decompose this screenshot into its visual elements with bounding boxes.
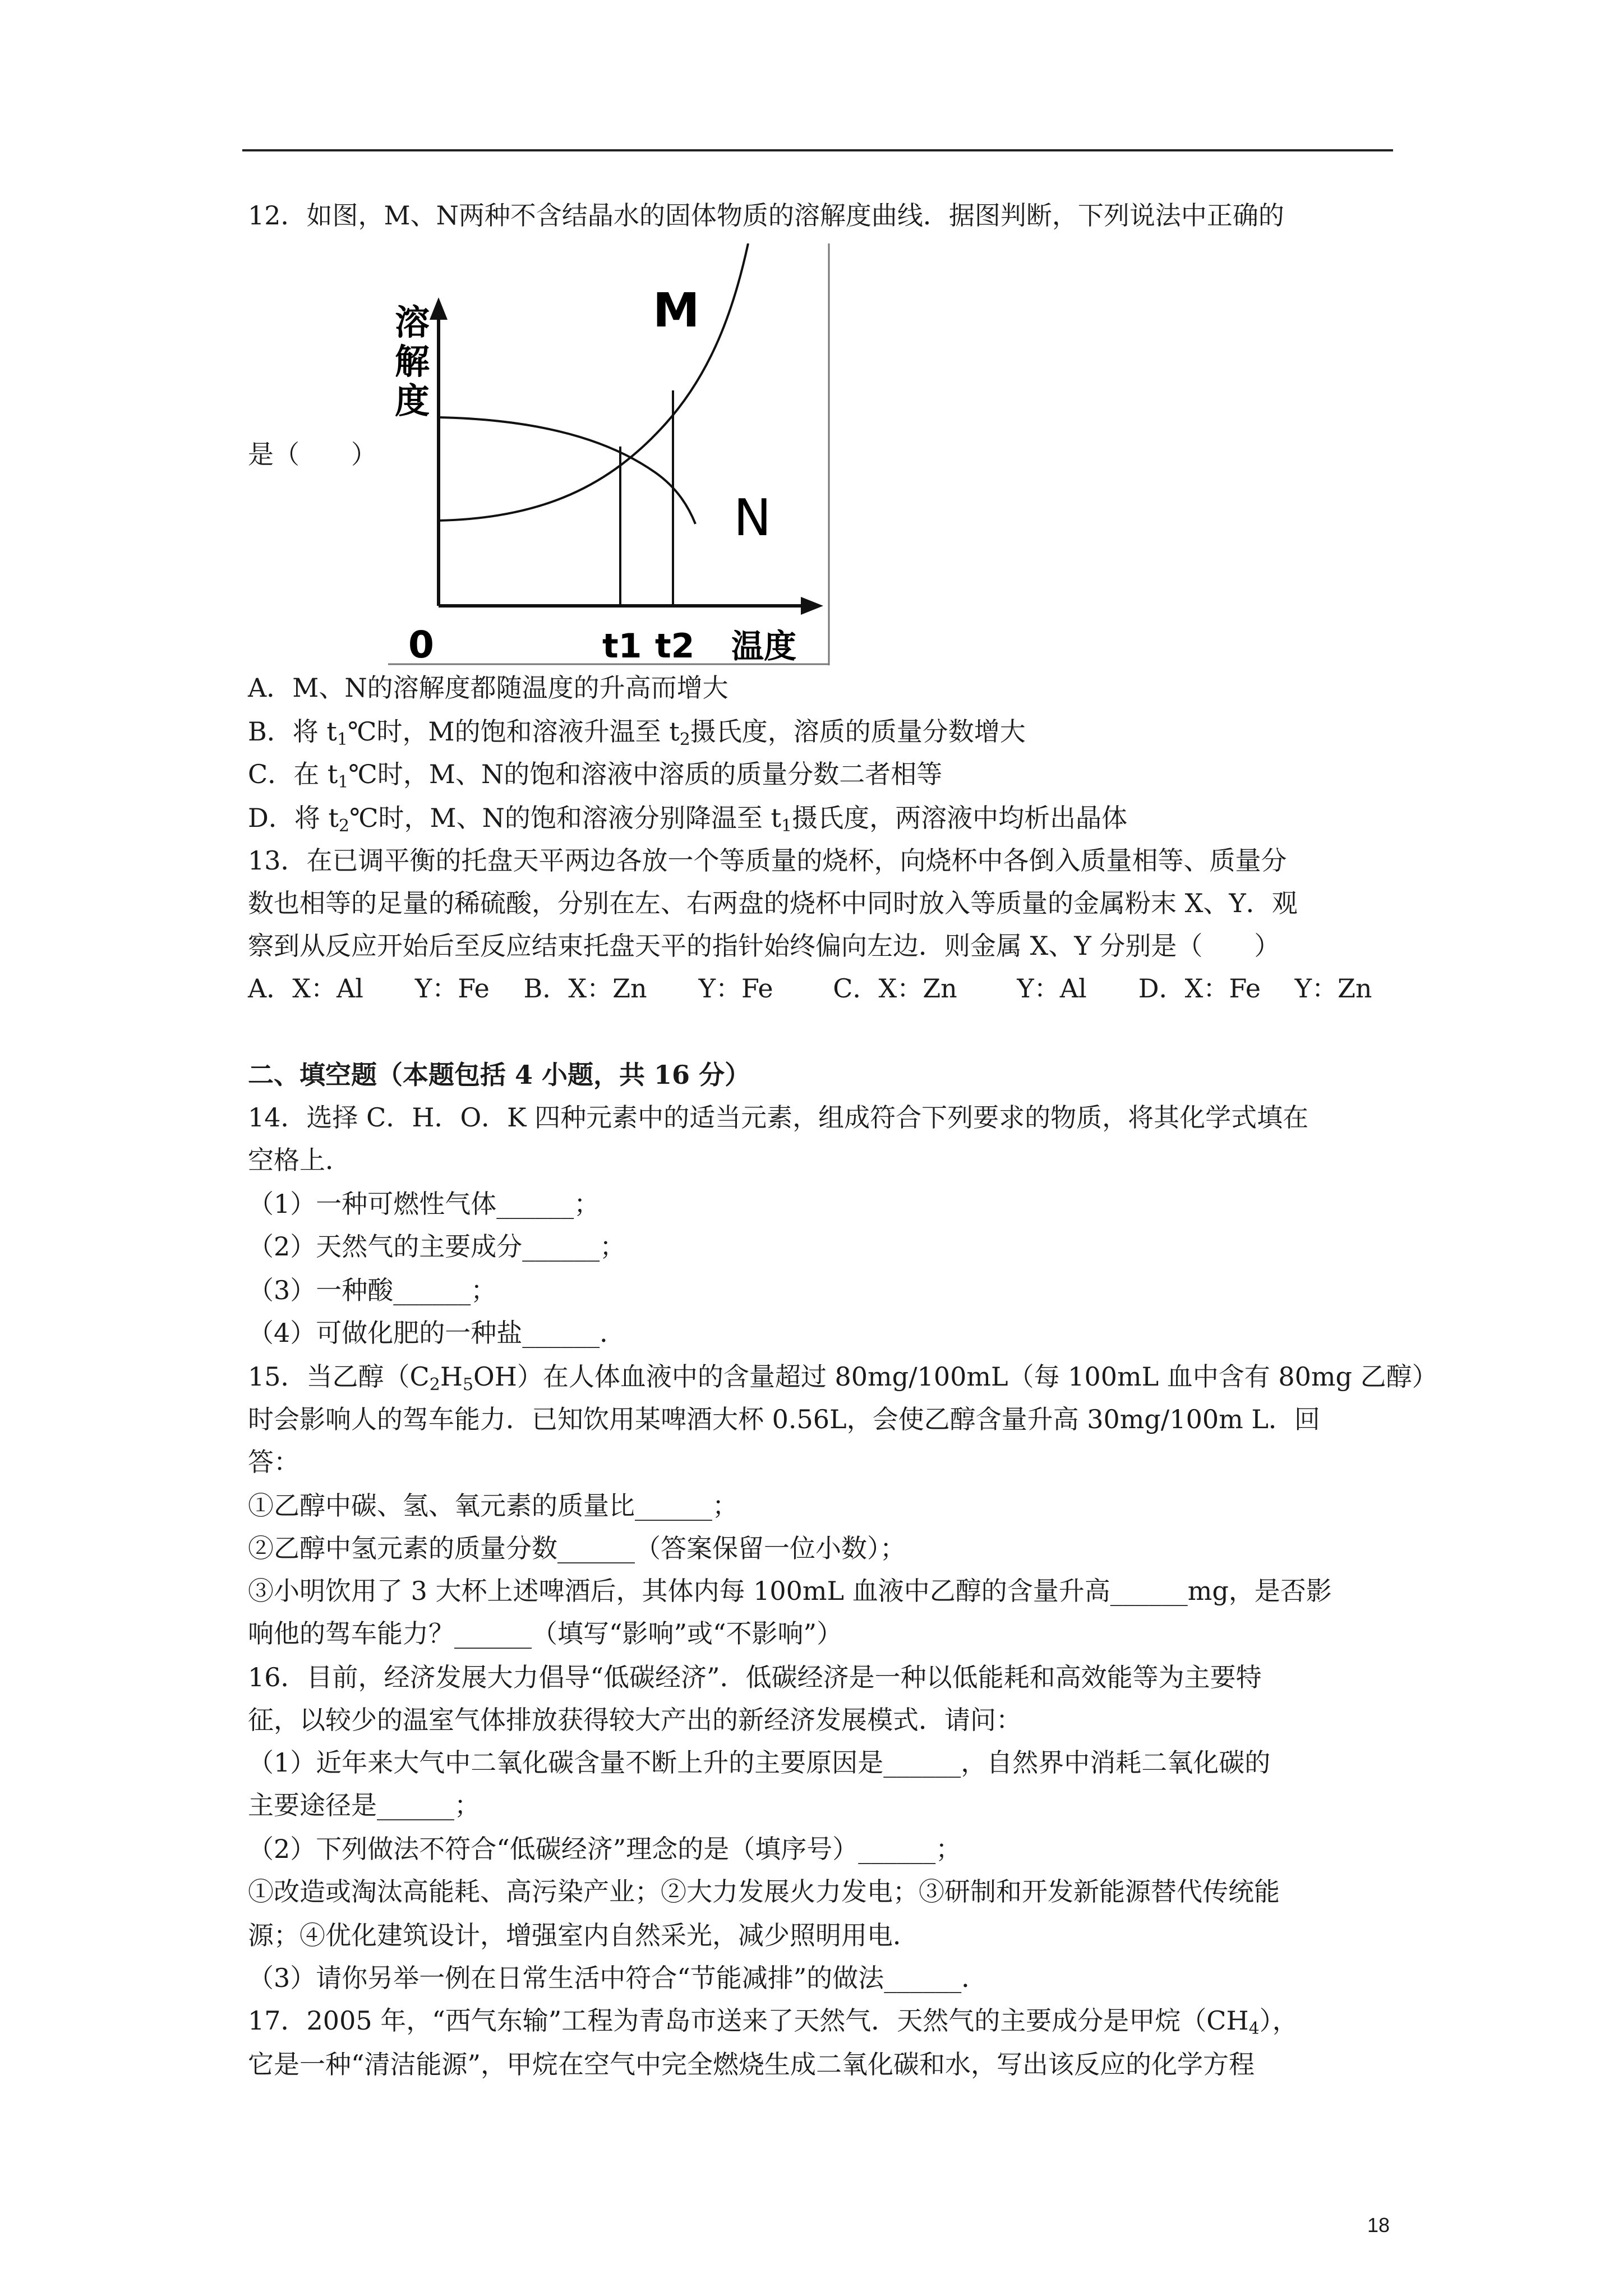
q13-line-2: 数也相等的足量的稀硫酸，分别在左、右两盘的烧杯中同时放入等质量的金属粉末 X、Y．观 <box>248 888 1298 918</box>
header-rule <box>242 149 1393 151</box>
q17-line-1: 17．2005 年，“西气东输”工程为青岛市送来了天然气．天然气的主要成分是甲烷$(CH_4)$， <box>248 2005 1298 2039</box>
y-axis-label-2: 解 <box>395 341 430 382</box>
q16-part-3: （3）请你另举一例在日常生活中符合“节能减排”的做法______． <box>248 1963 988 1993</box>
q13-options: A．X：Al Y：Fe B．X：Zn Y：Fe C．X：Zn Y：Al D．X：Fe Y：Zn <box>248 973 1372 1004</box>
q14-part-4: （4）可做化肥的一种盐______． <box>248 1318 626 1348</box>
q12-option-b: B．将 $t_1℃$时，M的饱和溶液升温至 $t_2$摄氏度，溶质的质量分数增大 <box>248 716 1026 749</box>
y-axis-label-1: 溶 <box>395 302 430 343</box>
curve-m <box>439 243 748 521</box>
q15-line-2: 时会影响人的驾车能力．已知饮用某啤酒大杯 0.56L，会使乙醇含量升高 30mg/100m L．回 <box>248 1404 1320 1434</box>
q14-part-3: （3）一种酸______； <box>248 1275 497 1305</box>
q16-part-1-cont: 主要途径是______； <box>248 1790 480 1820</box>
curve-m-label: M <box>653 283 700 338</box>
q12-option-a: A．M、N的溶解度都随温度的升高而增大 <box>248 673 728 703</box>
x-axis-label: 温度 <box>731 627 797 665</box>
q16-part-1: （1）近年来大气中二氧化碳含量不断上升的主要原因是______，自然界中消耗二氧化碳的 <box>248 1747 1271 1778</box>
q13-line-1: 13．在已调平衡的托盘天平两边各放一个等质量的烧杯，向烧杯中各倒入质量相等、质量分 <box>248 845 1287 876</box>
q13-line-3: 察到从反应开始后至反应结束托盘天平的指针始终偏向左边．则金属 X、Y 分别是（ ） <box>248 931 1280 961</box>
q14-part-1: （1）一种可燃性气体______； <box>248 1189 600 1219</box>
q16-line-2: 征，以较少的温室气体排放获得较大产出的新经济发展模式．请问： <box>248 1705 1022 1735</box>
q17-line-2: 它是一种“清洁能源”，甲烷在空气中完全燃烧生成二氧化碳和水，写出该反应的化学方程 <box>248 2049 1255 2079</box>
q16-part-2-options-2: 源；④优化建筑设计，增强室内自然采光，减少照明用电． <box>248 1920 919 1950</box>
q14-part-2: （2）天然气的主要成分______； <box>248 1231 626 1262</box>
t1-label: t1 <box>602 627 642 665</box>
curve-n-label: N <box>734 489 772 547</box>
y-axis-label-3: 度 <box>395 380 430 421</box>
q15-part-3: ③小明饮用了 3 大杯上述啤酒后，其体内每 100mL 血液中乙醇的含量升高______mg，是否影 <box>248 1576 1332 1606</box>
q14-line-1: 14．选择 C．H．O．K 四种元素中的适当元素，组成符合下列要求的物质，将其化学式填在 <box>248 1102 1309 1133</box>
q16-part-2: （2）下列做法不符合“低碳经济”理念的是（填序号）______； <box>248 1834 962 1864</box>
q15-part-3-cont: 响他的驾车能力？______（填写“影响”或“不影响”） <box>248 1618 843 1649</box>
q15-line-1: 15．当乙醇$(C_2H_5OH)$在人体血液中的含量超过 80mg/100mL（每 100mL 血中含有 80mg 乙醇） <box>248 1361 1438 1395</box>
q12-stem-end: 是（ ） <box>248 439 377 470</box>
q14-line-2: 空格上． <box>248 1145 351 1175</box>
solubility-figure <box>375 243 841 665</box>
q12-stem: 12．如图，M、N两种不含结晶水的固体物质的溶解度曲线．据图判断，下列说法中正确的 <box>248 200 1284 231</box>
y-axis-arrow <box>430 297 448 320</box>
q12-option-c: C．在 $t_1℃$时，M、N的饱和溶液中溶质的质量分数二者相等 <box>248 759 943 792</box>
page-number: 18 <box>1367 2214 1390 2237</box>
q12-option-d: D．将 $t_2℃$时，M、N的饱和溶液分别降温至 $t_1$摄氏度，两溶液中均析出晶体 <box>248 803 1128 836</box>
section-title: 二、填空题（本题包括 4 小题，共 16 分） <box>248 1060 751 1090</box>
q15-part-2: ②乙醇中氢元素的质量分数______（答案保留一位小数）； <box>248 1533 906 1563</box>
q15-line-3: 答： <box>248 1447 299 1477</box>
t2-label: t2 <box>655 627 695 665</box>
q15-part-1: ①乙醇中碳、氢、氧元素的质量比______； <box>248 1490 738 1521</box>
q16-part-2-options-1: ①改造或淘汰高能耗、高污染产业；②大力发展火力发电；③研制和开发新能源替代传统能 <box>248 1876 1280 1907</box>
origin-label: 0 <box>408 623 434 665</box>
q16-line-1: 16．目前，经济发展大力倡导“低碳经济”．低碳经济是一种以低能耗和高效能等为主要特 <box>248 1662 1262 1692</box>
x-axis-arrow <box>801 597 823 615</box>
